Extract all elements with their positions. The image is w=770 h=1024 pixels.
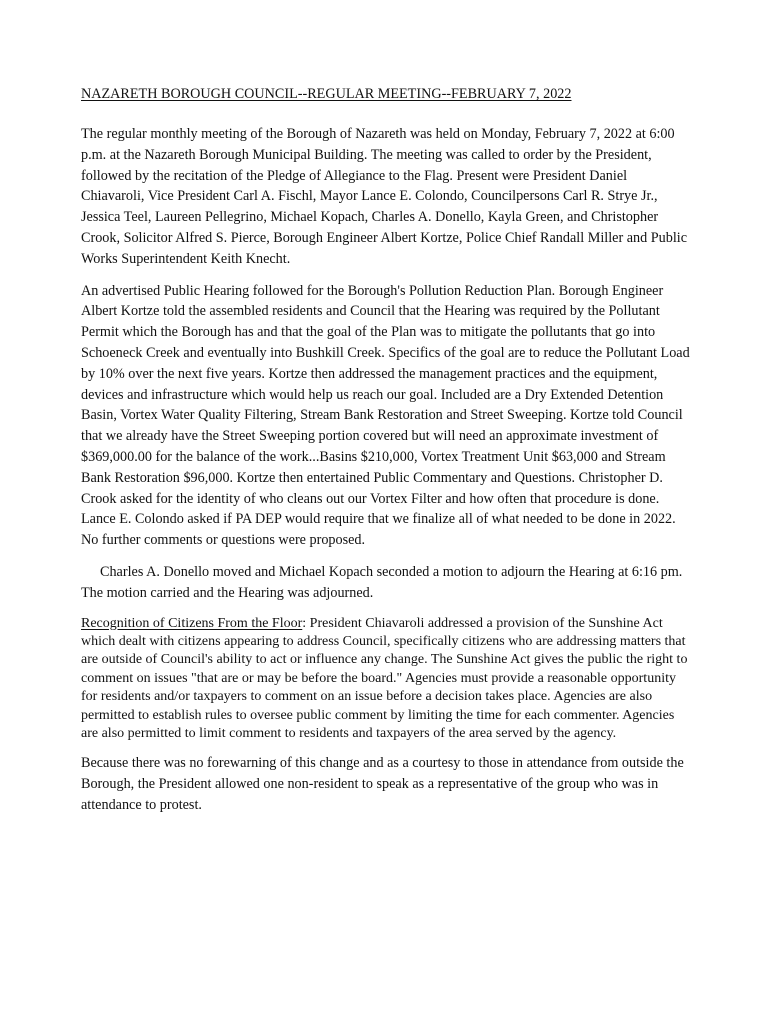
courtesy-paragraph: Because there was no forewarning of this change and as a courtesy to those in attendance from outside the Borough, the President allowed one non-resident to speak as a representative of the group who was in attendance to protest. [81,755,684,813]
document-title: NAZARETH BOROUGH COUNCIL--REGULAR MEETING--FEBRUARY 7, 2022 [81,86,572,102]
public-hearing-paragraph: An advertised Public Hearing followed for the Borough's Pollution Reduction Plan. Borough Engineer Albert Kortze told the assembled residents and Council that the Hearing was required by the Pollutant Permit which the Borough has and that the goal of the Plan was to mitigate the pollutants that go into Schoeneck Creek and eventually into Bushkill Creek. Specifics of the goal are to reduce the Pollutant Load by 10% over the next five years. Kortze then addressed the management practices and the equipment, devices and infrastructure which would help us reach our goal. Included are a Dry Extended Detention Basin, Vortex Water Quality Filtering, Stream Bank Restoration and Street Sweeping. Kortze told Council that we already have the Street Sweeping portion covered but will need an approximate investment of $369,000.00 for the balance of the work...Basins $210,000, Vortex Treatment Unit $63,000 and Stream Bank Restoration $96,000. Kortze then entertained Public Commentary and Questions. Christopher D. Crook asked for the identity of who cleans out our Vortex Filter and how often that procedure is done. Lance E. Colondo asked if PA DEP would require that we finalize all of what needed to be done in 2022. No further comments or questions were proposed. [81,282,690,549]
adjourn-paragraph: Charles A. Donello moved and Michael Kopach seconded a motion to adjourn the Hearing at 6:16 pm. The motion carried and the Hearing was adjourned. [81,563,683,601]
document-body [81,84,691,827]
opening-paragraph: The regular monthly meeting of the Borough of Nazareth was held on Monday, February 7, 2022 at 6:00 p.m. at the Nazareth Borough Municipal Building. The meeting was called to order by the President, followed by the recitation of the Pledge of Allegiance to the Flag. Present were President Daniel Chiavaroli, Vice President Carl A. Fischl, Mayor Lance E. Colondo, Councilpersons Carl R. Strye Jr., Jessica Teel, Laureen Pellegrino, Michael Kopach, Charles A. Donello, Kayla Green, and Christopher Crook, Solicitor Alfred S. Pierce, Borough Engineer Albert Kortze, Police Chief Randall Miller and Public Works Superintendent Keith Knecht. [81,126,688,267]
recognition-heading: Recognition of Citizens From the Floor [81,615,303,631]
recognition-body: : President Chiavaroli addressed a provision of the Sunshine Act which dealt with citizens appearing to address Council, specifically citizens who are addressing matters that are outside of Council's ability to act or influence any change. The Sunshine Act gives the public the right to comment on issues "that are or may be before the board." Agencies must provide a reasonable opportunity for residents and/or taxpayers to comment on an issue before a decision takes place. Agencies are also permitted to establish rules to oversee public comment by limiting the time for each commenter. Agencies are also permitted to limit comment to residents and taxpayers of the area served by the agency. [81,615,688,741]
recognition-paragraph [81,615,691,744]
